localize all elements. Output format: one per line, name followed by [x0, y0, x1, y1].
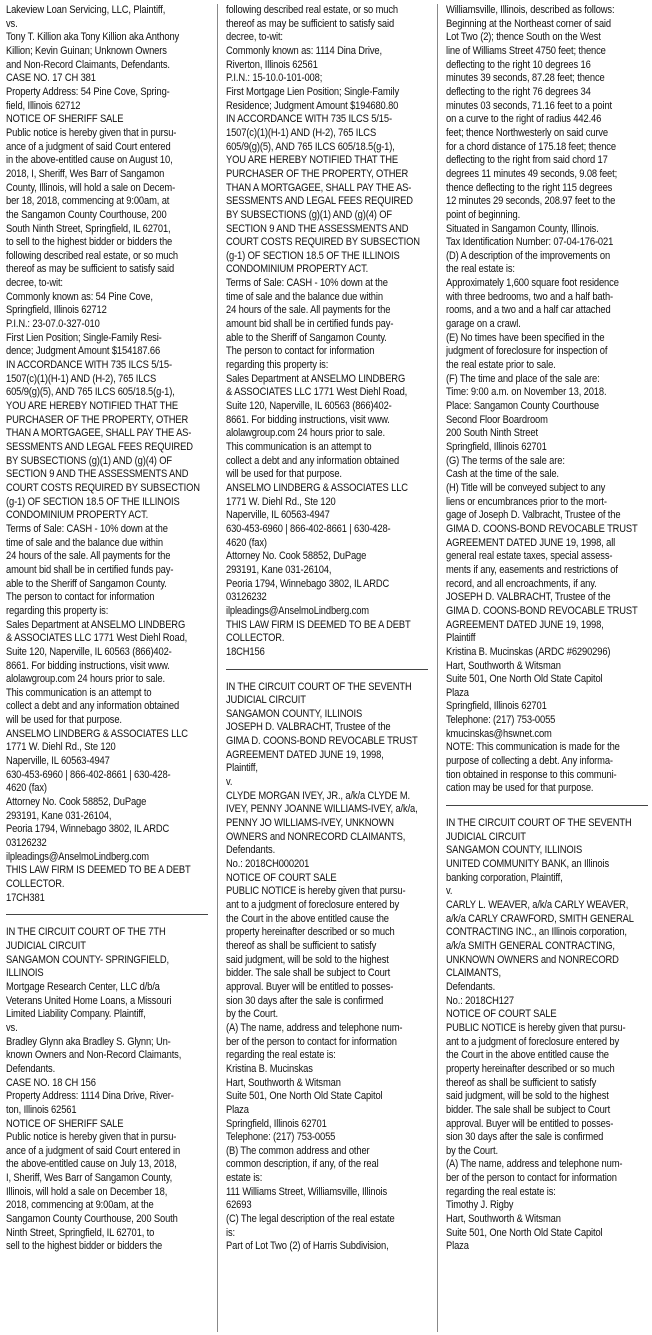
notice-text-line: thereof as shall be sufficient to satisfy: [226, 939, 377, 952]
notice-text-line: Sangamon County Courthouse, 200 South: [6, 1213, 178, 1226]
notice-text-line: regarding this property is:: [226, 359, 329, 372]
notice-text-line: CLYDE MORGAN IVEY, JR., a/k/a CLYDE M.: [226, 789, 411, 802]
notice-text-line: field, Illinois 62712: [6, 99, 81, 112]
notice-text-line: vs.: [6, 17, 18, 30]
notice-separator: [6, 914, 208, 915]
notice-text-line: THIS LAW FIRM IS DEEMED TO BE A DEBT: [6, 864, 191, 877]
notice-text-line: (F) The time and place of the sale are:: [446, 372, 600, 385]
notice-text-line: judgment of foreclosure for inspection of: [446, 345, 608, 358]
notice-text-line: approval. Buyer will be entitled to posses-: [226, 980, 394, 993]
notice-text-line: Peoria 1794, Winnebago 3802, IL ARDC: [6, 823, 170, 836]
notice-text-line: deflecting to the right from said chord 17: [446, 154, 608, 167]
notice-text-line: known Owners and Non-Record Claimants,: [6, 1049, 182, 1062]
notice-text-line: ton, Illinois 62561: [6, 1103, 77, 1116]
notice-text-line: NOTE: This communication is made for the: [446, 741, 620, 754]
notice-text-line: PUBLIC NOTICE is hereby given that pursu-: [226, 885, 406, 898]
notice-text-line: South Ninth Street, Springfield, IL 62701,: [6, 222, 171, 235]
notice-text-line: ber 18, 2018, commencing at 9:00am, at: [6, 195, 170, 208]
notice-text-line: the real estate is:: [446, 263, 515, 276]
notice-text-line: Property Address: 54 Pine Cove, Spring-: [6, 85, 170, 98]
column-3: [446, 4, 648, 1332]
notice-text-line: time of sale and the balance due within: [6, 536, 163, 549]
notice-text-line: ber of the person to contact for information: [226, 1035, 397, 1048]
notice-text-line: Killion; Kevin Guinan; Unknown Owners: [6, 44, 167, 57]
notice-text-line: NOTICE OF SHERIFF SALE: [6, 113, 124, 126]
notice-text-line: Defendants.: [446, 980, 496, 993]
notice-text-line: general real estate taxes, special assess-: [446, 550, 613, 563]
notice-text-line: (A) The name, address and telephone num-: [446, 1158, 623, 1171]
notice-text-line: (C) The legal description of the real estate: [226, 1213, 395, 1226]
notice-text-line: CONDOMINIUM PROPERTY ACT.: [226, 263, 369, 276]
notice-text-line: common description, if any, of the real: [226, 1158, 379, 1171]
notice-text-line: SANGAMON COUNTY, ILLINOIS: [226, 707, 363, 720]
notice-text-line: approval. Buyer will be entitled to posses-: [446, 1117, 614, 1130]
notice-text-line: IN THE CIRCUIT COURT OF THE 7TH: [6, 926, 166, 939]
notice-text-line: 03126232: [6, 837, 47, 850]
notice-text-line: ments if any, easements and restrictions of: [446, 563, 618, 576]
notice-text-line: First Lien Position; Single-Family Resi-: [6, 331, 162, 344]
notice-text-line: P.I.N.: 23-07.0-327-010: [6, 318, 100, 331]
notice-text-line: This communication is an attempt to: [6, 686, 152, 699]
notice-text-line: time of sale and the balance due within: [226, 290, 383, 303]
notice-text-line: Attorney No. Cook 58852, DuPage: [226, 550, 367, 563]
notice-text-line: decree, to-wit:: [6, 277, 63, 290]
notice-text-line: SESSMENTS AND LEGAL FEES REQUIRED: [6, 441, 193, 453]
notice-text-line: Springfield, Illinois 62701: [446, 700, 547, 713]
notice-text-line: the Court in the above entitled cause the: [226, 912, 389, 925]
notice-text-line: 2018, I, Sheriff, Wes Barr of Sangamon: [6, 167, 165, 180]
notice-text-line: Defendants.: [6, 1062, 56, 1075]
notice-text-line: said judgment, will be sold to the highest: [226, 953, 389, 966]
notice-text-line: No.: 2018CH127: [446, 994, 514, 1007]
notice-text-line: Property Address: 1114 Dina Drive, River-: [6, 1090, 174, 1103]
notice-text-line: Plaza: [226, 1103, 249, 1116]
notice-text-line: regarding this property is:: [6, 604, 109, 617]
notice-text-line: P.I.N.: 15-10.0-101-008;: [226, 72, 323, 85]
legal-notice: [6, 4, 208, 905]
notice-text-line: bidder. The sale shall be subject to Court: [446, 1103, 611, 1116]
notice-text-line: IVEY, PENNY JOANNE WILLIAMS-IVEY, a/k/a,: [226, 803, 418, 816]
notice-text-line: Telephone: (217) 753-0055: [226, 1131, 336, 1144]
notice-text-line: (g-1) OF SECTION 18.5 OF THE ILLINOIS: [226, 249, 400, 262]
notice-text-line: dence; Judgment Amount $154187.66: [6, 345, 161, 358]
notice-text-line: 8661. For bidding instructions, visit www.: [6, 659, 170, 672]
notice-text-line: Place: Sangamon County Courthouse: [446, 400, 599, 413]
notice-text-line: Illinois, will hold a sale on December 18,: [6, 1185, 168, 1198]
notice-text-line: ber of the person to contact for information: [446, 1172, 617, 1185]
notice-text-line: ilpleadings@AnselmoLindberg.com: [226, 604, 369, 617]
notice-text-line: Residence; Judgment Amount $194680.80: [226, 99, 399, 112]
notice-text-line: and Non-Record Claimants, Defendants.: [6, 58, 170, 71]
notice-text-line: UNITED COMMUNITY BANK, an Illinois: [446, 858, 610, 871]
notice-text-line: said judgment, will be sold to the highest: [446, 1090, 609, 1103]
notice-text-line: (D) A description of the improvements on: [446, 249, 611, 262]
notice-text-line: Public notice is hereby given that in pursu-: [6, 1131, 177, 1144]
notice-separator: [446, 805, 648, 806]
notice-text-line: IN ACCORDANCE WITH 735 ILCS 5/15-: [6, 359, 172, 372]
notice-text-line: point of beginning.: [446, 208, 521, 221]
notice-text-line: Lot Two (2); thence South on the West: [446, 31, 601, 44]
notice-text-line: ance of a judgment of said Court entered: [6, 140, 171, 153]
notice-text-line: Springfield, Illinois 62701: [446, 441, 547, 453]
notice-text-line: Hart, Southworth & Witsman: [226, 1076, 341, 1089]
notice-text-line: UNKNOWN OWNERS and NONRECORD: [446, 953, 619, 966]
notice-text-line: minutes 39 seconds, 87.28 feet; thence: [446, 72, 605, 85]
notice-text-line: able to the Sheriff of Sangamon County.: [226, 331, 387, 344]
notice-text-line: degrees 11 minutes 49 seconds, 9.08 feet;: [446, 167, 618, 180]
notice-text-line: 12 minutes 29 seconds, 208.97 feet to the: [446, 195, 616, 208]
notice-text-line: following described real estate, or so much: [226, 4, 398, 16]
notice-text-line: 1507(c)(1)(H-1) AND (H-2), 765 ILCS: [226, 126, 377, 139]
notice-text-line: Public notice is hereby given that in pursu-: [6, 126, 177, 139]
notice-text-line: BY SUBSECTIONS (g)(1) AND (g)(4) OF: [6, 454, 173, 467]
notice-text-line: (H) Title will be conveyed subject to any: [446, 481, 606, 494]
notice-text-line: COLLECTOR.: [6, 878, 65, 890]
notice-text-line: Defendants.: [226, 844, 276, 857]
notice-text-line: JOSEPH D. VALBRACHT, Trustee of the: [446, 591, 611, 604]
notice-text-line: liens or encumbrances prior to the mort-: [446, 495, 607, 508]
notice-text-line: gage of Joseph D. Valbracht, Trustee of the: [446, 509, 621, 522]
notice-text-line: JUDICIAL CIRCUIT: [446, 830, 526, 843]
notice-text-line: ANSELMO LINDBERG & ASSOCIATES LLC: [226, 481, 408, 494]
notice-text-line: Timothy J. Rigby: [446, 1199, 514, 1212]
notice-text-line: Hart, Southworth & Witsman: [446, 659, 561, 672]
legal-notice: [226, 4, 428, 660]
notice-text-line: deflecting to the right 76 degrees 34: [446, 85, 591, 98]
column-divider: [437, 4, 438, 1332]
notice-text-line: 62693: [226, 1199, 252, 1212]
notice-text-line: v.: [446, 885, 453, 898]
notice-text-line: PUBLIC NOTICE is hereby given that pursu-: [446, 1021, 626, 1034]
notice-text-line: 605/9(g)(5), AND 765 ILCS 605/18.5(g-1),: [6, 386, 175, 399]
notice-text-line: feet; thence Northwesterly on said curve: [446, 126, 608, 139]
notice-text-line: YOU ARE HEREBY NOTIFIED THAT THE: [6, 400, 178, 413]
notice-text-line: Suite 501, One North Old State Capitol: [446, 1226, 603, 1239]
notice-text-line: Ninth Street, Springfield, IL 62701, to: [6, 1226, 155, 1239]
notice-text-line: Terms of Sale: CASH - 10% down at the: [226, 277, 388, 290]
notice-text-line: JOSEPH D. VALBRACHT, Trustee of the: [226, 721, 391, 734]
notice-text-line: IN THE CIRCUIT COURT OF THE SEVENTH: [226, 680, 412, 693]
notice-text-line: ance of a judgment of said Court entered in: [6, 1144, 181, 1157]
notice-separator: [226, 669, 428, 670]
notice-text-line: The person to contact for information: [226, 345, 375, 358]
notice-text-line: 605/9(g)(5), AND 765 ILCS 605/18.5(g-1),: [226, 140, 395, 153]
notice-text-line: Riverton, Illinois 62561: [226, 58, 318, 71]
notice-text-line: JUDICIAL CIRCUIT: [6, 939, 86, 952]
notice-text-line: 1771 W. Diehl Rd., Ste 120: [6, 741, 116, 754]
notice-text-line: Plaza: [446, 1240, 469, 1253]
notice-text-line: the Court in the above entitled cause the: [446, 1049, 609, 1062]
notice-text-line: record, and all encroachments, if any.: [446, 577, 597, 590]
notice-text-line: Suite 501, One North Old State Capitol: [446, 673, 603, 686]
notice-text-line: thereof as may be sufficient to satisfy said: [226, 17, 395, 30]
notice-text-line: by the Court.: [226, 1008, 278, 1021]
notice-text-line: is:: [226, 1226, 235, 1239]
notice-text-line: Tax Identification Number: 07-04-176-021: [446, 236, 614, 249]
notice-text-line: 24 hours of the sale. All payments for the: [6, 550, 171, 563]
notice-text-line: CASE NO. 18 CH 156: [6, 1076, 96, 1089]
notice-text-line: garage on a crawl.: [446, 318, 521, 331]
notice-text-line: 4620 (fax): [226, 536, 267, 549]
notice-text-line: sion 30 days after the sale is confirmed: [226, 994, 384, 1007]
notice-text-line: amount bid shall be in certified funds pay-: [226, 318, 394, 331]
notice-text-line: Veterans United Home Loans, a Missouri: [6, 994, 172, 1007]
notice-text-line: collect a debt and any information obtained: [6, 700, 180, 713]
notice-text-line: thereof as shall be sufficient to satisfy: [446, 1076, 597, 1089]
notice-text-line: thereof as may be sufficient to satisfy said: [6, 263, 175, 276]
notice-text-line: GIMA D. COONS-BOND REVOCABLE TRUST: [226, 735, 418, 748]
notice-text-line: SANGAMON COUNTY, ILLINOIS: [446, 844, 583, 857]
notice-text-line: No.: 2018CH000201: [226, 858, 310, 871]
notice-text-line: by the Court.: [446, 1144, 498, 1157]
notice-text-line: Situated in Sangamon County, Illinois.: [446, 222, 599, 235]
notice-text-line: This communication is an attempt to: [226, 441, 372, 453]
notice-text-line: 2018, commencing at 9:00am, at the: [6, 1199, 154, 1212]
notice-text-line: NOTICE OF COURT SALE: [446, 1008, 557, 1021]
notice-text-line: Beginning at the Northeast corner of said: [446, 17, 611, 30]
notice-text-line: thence deflecting to the right 115 degrees: [446, 181, 613, 194]
notice-text-line: alolawgroup.com 24 hours prior to sale.: [226, 427, 385, 440]
notice-text-line: SANGAMON COUNTY- SPRINGFIELD,: [6, 953, 169, 966]
notice-text-line: Commonly known as: 1114 Dina Drive,: [226, 44, 382, 57]
notice-text-line: v.: [226, 776, 233, 789]
notice-text-line: Cash at the time of the sale.: [446, 468, 559, 481]
notice-text-line: 03126232: [226, 591, 267, 604]
notice-text-line: SESSMENTS AND LEGAL FEES REQUIRED: [226, 195, 413, 208]
notice-text-line: THAN A MORTGAGEE, SHALL PAY THE AS-: [226, 181, 412, 194]
notice-text-line: SECTION 9 AND THE ASSESSMENTS AND: [6, 468, 189, 481]
notice-text-line: Hart, Southworth & Witsman: [446, 1213, 561, 1226]
notice-text-line: COURT COSTS REQUIRED BY SUBSECTION: [6, 481, 200, 494]
notice-text-line: in the above-entitled cause on August 10,: [6, 154, 173, 167]
notice-text-line: CONTRACTING INC., an Illinois corporation,: [446, 926, 627, 939]
notice-text-line: will be used for that purpose.: [226, 468, 342, 481]
notice-text-line: purpose of collecting a debt. Any informa-: [446, 755, 613, 768]
notice-text-line: JUDICIAL CIRCUIT: [226, 694, 306, 707]
notice-text-line: (E) No times have been specified in the: [446, 331, 605, 344]
notice-text-line: Attorney No. Cook 58852, DuPage: [6, 796, 147, 809]
notice-text-line: YOU ARE HEREBY NOTIFIED THAT THE: [226, 154, 398, 167]
notice-text-line: Peoria 1794, Winnebago 3802, IL ARDC: [226, 577, 390, 590]
notice-text-line: Bradley Glynn aka Bradley S. Glynn; Un-: [6, 1035, 171, 1048]
notice-text-line: GIMA D. COONS-BOND REVOCABLE TRUST: [446, 604, 638, 617]
notice-text-line: Mortgage Research Center, LLC d/b/a: [6, 980, 160, 993]
notice-text-line: 111 Williams Street, Williamsville, Illinois: [226, 1185, 388, 1198]
notice-text-line: 200 South Ninth Street: [446, 427, 538, 440]
notice-text-line: Plaintiff: [446, 632, 476, 645]
notice-text-line: Limited Liability Company. Plaintiff,: [6, 1008, 146, 1021]
notice-text-line: Second Floor Boardroom: [446, 413, 548, 426]
legal-notice: [446, 4, 648, 796]
legal-notice: [446, 817, 648, 1254]
notice-text-line: AGREEMENT DATED JUNE 19, 1998, all: [446, 536, 616, 549]
notice-text-line: I, Sheriff, Wes Barr of Sangamon County,: [6, 1172, 173, 1185]
notice-text-line: (A) The name, address and telephone num-: [226, 1021, 403, 1034]
notice-text-line: decree, to-wit:: [226, 31, 283, 44]
notice-text-line: Part of Lot Two (2) of Harris Subdivision,: [226, 1240, 389, 1253]
notice-text-line: the Sangamon County Courthouse, 200: [6, 208, 167, 221]
notice-text-line: AGREEMENT DATED JUNE 19, 1998,: [226, 748, 384, 761]
notice-text-line: 630-453-6960 | 866-402-8661 | 630-428-: [6, 768, 171, 781]
legal-notice: [226, 681, 428, 1255]
notice-text-line: NOTICE OF SHERIFF SALE: [6, 1117, 124, 1130]
column-1: [6, 4, 208, 1332]
notice-text-line: AGREEMENT DATED JUNE 19, 1998,: [446, 618, 604, 631]
notice-text-line: Time: 9:00 a.m. on November 13, 2018.: [446, 386, 607, 399]
notice-text-line: estate is:: [226, 1172, 263, 1185]
notice-text-line: will be used for that purpose.: [6, 714, 122, 727]
notice-text-line: IN ACCORDANCE WITH 735 ILCS 5/15-: [226, 113, 392, 126]
notice-text-line: bidder. The sale shall be subject to Court: [226, 967, 391, 980]
notice-text-line: THAN A MORTGAGEE, SHALL PAY THE AS-: [6, 427, 192, 440]
notice-text-line: Lakeview Loan Servicing, LLC, Plaintiff,: [6, 4, 166, 16]
notice-text-line: Approximately 1,600 square foot residence: [446, 277, 619, 290]
notice-text-line: Telephone: (217) 753-0055: [446, 714, 556, 727]
notice-text-line: & ASSOCIATES LLC 1771 West Diehl Road,: [6, 632, 188, 645]
notice-text-line: 630-453-6960 | 866-402-8661 | 630-428-: [226, 522, 391, 535]
notice-text-line: on a curve to the right of radius 442.46: [446, 113, 602, 126]
notice-text-line: a/k/a CARLY CRAWFORD, SMITH GENERAL: [446, 912, 634, 925]
notice-text-line: Williamsville, Illinois, described as follows:: [446, 4, 615, 16]
notice-text-line: CARLY L. WEAVER, a/k/a CARLY WEAVER,: [446, 899, 629, 911]
notice-text-line: vs.: [6, 1021, 18, 1034]
column-2: [226, 4, 428, 1332]
notice-text-line: PURCHASER OF THE PROPERTY, OTHER: [226, 167, 409, 180]
notice-text-line: able to the Sheriff of Sangamon County.: [6, 577, 167, 590]
notice-text-line: CASE NO. 17 CH 381: [6, 72, 96, 85]
notice-text-line: Suite 120, Naperville, IL 60563 (866)402-: [226, 400, 392, 413]
notice-text-line: BY SUBSECTIONS (g)(1) AND (g)(4) OF: [226, 208, 393, 221]
notice-text-line: following described real estate, or so much: [6, 249, 178, 262]
notice-text-line: Naperville, IL 60563-4947: [226, 509, 330, 522]
notice-text-line: IN THE CIRCUIT COURT OF THE SEVENTH: [446, 817, 632, 830]
notice-text-line: sion 30 days after the sale is confirmed: [446, 1131, 604, 1144]
notice-text-line: Sales Department at ANSELMO LINDBERG: [6, 618, 186, 631]
notice-text-line: Terms of Sale: CASH - 10% down at the: [6, 522, 168, 535]
notice-text-line: minutes 03 seconds, 71.16 feet to a point: [446, 99, 613, 112]
notice-text-line: regarding the real estate is:: [226, 1049, 336, 1062]
notice-text-line: deflecting to the right 10 degrees 16: [446, 58, 591, 71]
notice-text-line: (B) The common address and other: [226, 1144, 370, 1157]
notice-text-line: banking corporation, Plaintiff,: [446, 871, 563, 884]
notice-text-line: 293191, Kane 031-26104,: [226, 563, 332, 576]
notice-text-line: PURCHASER OF THE PROPERTY, OTHER: [6, 413, 189, 426]
notice-text-line: (g-1) OF SECTION 18.5 OF THE ILLINOIS: [6, 495, 180, 508]
notice-text-line: 24 hours of the sale. All payments for the: [226, 304, 391, 317]
notice-text-line: 17CH381: [6, 891, 45, 904]
notice-text-line: collect a debt and any information obtained: [226, 454, 400, 467]
notice-text-line: 293191, Kane 031-26104,: [6, 809, 112, 822]
notice-text-line: Kristina B. Mucinskas: [226, 1062, 313, 1075]
notice-text-line: alolawgroup.com 24 hours prior to sale.: [6, 673, 165, 686]
notice-text-line: ant to a judgment of foreclosure entered by: [226, 899, 400, 911]
legal-notices-page: [6, 4, 648, 1332]
notice-text-line: ILLINOIS: [6, 967, 44, 980]
notice-text-line: Naperville, IL 60563-4947: [6, 755, 110, 768]
notice-text-line: 4620 (fax): [6, 782, 47, 795]
notice-text-line: THIS LAW FIRM IS DEEMED TO BE A DEBT: [226, 618, 411, 631]
notice-text-line: First Mortgage Lien Position; Single-Family: [226, 85, 400, 98]
notice-text-line: for a chord distance of 175.18 feet; thence: [446, 140, 616, 153]
notice-text-line: Commonly known as: 54 Pine Cove,: [6, 290, 153, 303]
notice-text-line: County, Illinois, will hold a sale on Decem-: [6, 181, 176, 194]
notice-text-line: line of Williams Street 4750 feet; thence: [446, 44, 606, 57]
notice-text-line: regarding the real estate is:: [446, 1185, 556, 1198]
notice-text-line: the real estate prior to sale.: [446, 359, 556, 372]
notice-text-line: Sales Department at ANSELMO LINDBERG: [226, 372, 406, 385]
notice-text-line: Kristina B. Mucinskas (ARDC #6290296): [446, 645, 611, 658]
notice-text-line: property hereinafter described or so much: [226, 926, 395, 939]
notice-text-line: NOTICE OF COURT SALE: [226, 871, 337, 884]
notice-text-line: ANSELMO LINDBERG & ASSOCIATES LLC: [6, 727, 188, 740]
notice-text-line: 8661. For bidding instructions, visit www.: [226, 413, 390, 426]
notice-text-line: 18CH156: [226, 645, 265, 658]
notice-text-line: cation may be used for that purpose.: [446, 782, 594, 795]
notice-text-line: sell to the highest bidder or bidders the: [6, 1240, 163, 1253]
notice-text-line: a/k/a SMITH GENERAL CONTRACTING,: [446, 939, 615, 952]
notice-text-line: GIMA D. COONS-BOND REVOCABLE TRUST: [446, 522, 638, 535]
notice-text-line: tion obtained in response to this communi-: [446, 768, 617, 781]
notice-text-line: Plaza: [446, 686, 469, 699]
column-divider: [217, 4, 218, 1332]
notice-text-line: & ASSOCIATES LLC 1771 West Diehl Road,: [226, 386, 408, 399]
notice-text-line: Tony T. Killion aka Tony Killion aka Anthony: [6, 31, 180, 44]
notice-text-line: CLAIMANTS,: [446, 967, 501, 980]
notice-text-line: Suite 501, One North Old State Capitol: [226, 1090, 383, 1103]
notice-text-line: with three bedrooms, two and a half bath-: [446, 290, 614, 303]
notice-text-line: 1771 W. Diehl Rd., Ste 120: [226, 495, 336, 508]
notice-text-line: The person to contact for information: [6, 591, 155, 604]
notice-text-line: 1507(c)(1)(H-1) AND (H-2), 765 ILCS: [6, 372, 157, 385]
notice-text-line: rooms, and a two and a half car attached: [446, 304, 611, 317]
legal-notice: [6, 926, 208, 1254]
notice-text-line: Plaintiff,: [226, 762, 258, 775]
notice-text-line: PENNY JO WILLIAMS-IVEY, UNKNOWN: [226, 817, 394, 830]
notice-text-line: ant to a judgment of foreclosure entered by: [446, 1035, 620, 1048]
notice-text-line: Springfield, Illinois 62701: [226, 1117, 327, 1130]
notice-text-line: amount bid shall be in certified funds pay-: [6, 563, 174, 576]
notice-text-line: COURT COSTS REQUIRED BY SUBSECTION: [226, 236, 420, 249]
notice-text-line: (G) The terms of the sale are:: [446, 454, 565, 467]
notice-text-line: Springfield, Illinois 62712: [6, 304, 107, 317]
notice-text-line: kmucinskas@hswnet.com: [446, 727, 552, 740]
notice-text-line: ilpleadings@AnselmoLindberg.com: [6, 850, 149, 863]
notice-text-line: CONDOMINIUM PROPERTY ACT.: [6, 509, 149, 522]
notice-text-line: property hereinafter described or so much: [446, 1062, 615, 1075]
notice-text-line: to sell to the highest bidder or bidders the: [6, 236, 173, 249]
notice-text-line: Suite 120, Naperville, IL 60563 (866)402-: [6, 645, 172, 658]
notice-text-line: OWNERS and NONRECORD CLAIMANTS,: [226, 830, 406, 843]
notice-text-line: the above-entitled cause on July 13, 2018,: [6, 1158, 177, 1171]
notice-text-line: COLLECTOR.: [226, 632, 285, 645]
notice-text-line: SECTION 9 AND THE ASSESSMENTS AND: [226, 222, 409, 235]
